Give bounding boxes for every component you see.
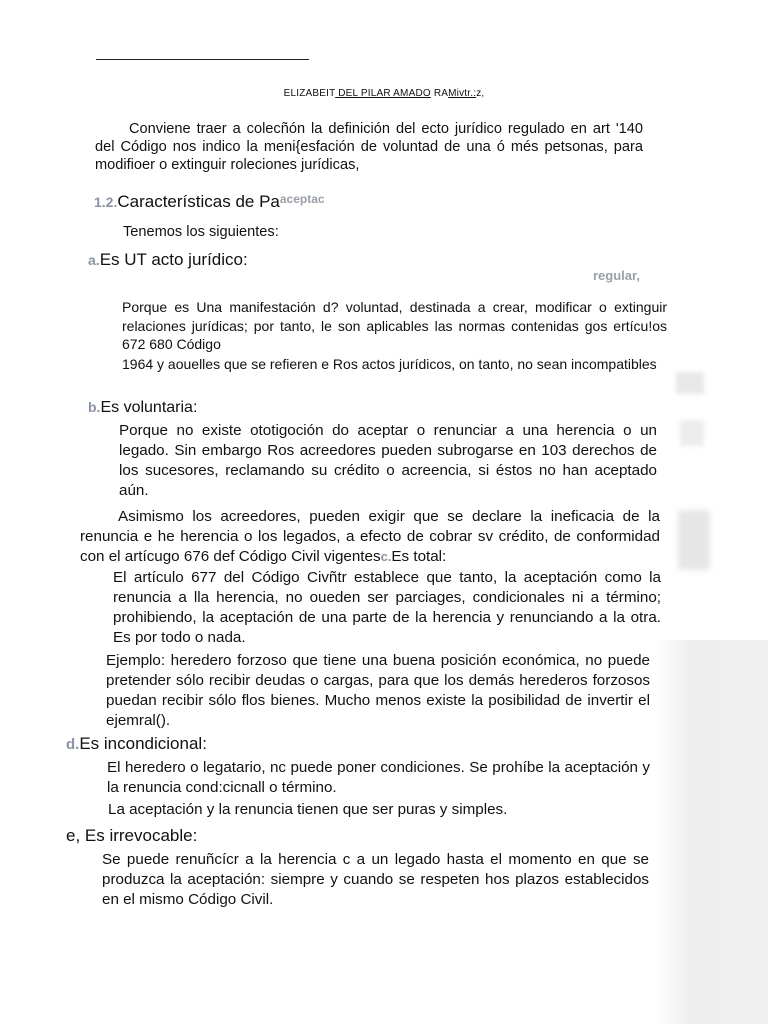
author-underlined-1: DEL PILAR AMADO [335, 88, 431, 99]
author-line [0, 88, 768, 99]
scan-smudge-3 [680, 420, 704, 446]
item-b-heading [88, 397, 197, 417]
item-c-title: Es total: [391, 548, 447, 565]
lead-text: Tenemos los siguientes: [123, 224, 279, 240]
item-b-title: Es voluntaria: [100, 399, 198, 416]
item-c-body: El artículo 677 del Código Civñtr establece que tanto, la aceptación como la renuncia a lla herencia, no oueden ser parciages, condicionales ni a término; prohibiendo, la aceptación de una parte de la herencia y renunciando a la otra. Es por todo o nada. [113, 569, 661, 646]
item-a-faded-note: regular, [593, 268, 640, 283]
item-a-heading [88, 250, 248, 270]
item-d-title: Es incondicional: [79, 734, 207, 753]
item-e-heading: e, Es irrevocable: [66, 826, 198, 845]
item-c-marker: c. [380, 549, 392, 564]
scan-smudge-2 [676, 372, 704, 394]
section-title: Características de Pa [117, 192, 280, 211]
intro-paragraph: Conviene traer a colecñón la definición del ecto jurídico regulado en art '140 del Código nos indico la meni{esfación de voluntad de una ó més petsonas, para modifioer o extinguir roleciones jurídicas, [95, 121, 643, 173]
item-b-marker: b. [88, 399, 101, 415]
scan-smudge-1 [678, 510, 710, 570]
item-b-body-cont [80, 507, 660, 567]
author-underlined-2: Mivtr.: [448, 88, 477, 99]
item-e-body: Se puede renuñcícr a la herencia c a un legado hasta el momento en que se produzca la aceptación: siempre y cuando se respeten hos plazos establecidos en el mismo Código Civil. [102, 851, 649, 908]
item-d-body: El heredero o legatario, nc puede poner condiciones. Se prohíbe la aceptación y la renuncia cond:cicnall o término. [107, 759, 650, 796]
author-pre: ELIZABEIT [283, 88, 336, 99]
item-c-example: Ejemplo: heredero forzoso que tiene una buena posición económica, no puede pretender sólo recibir deudas o cargas, para que los demás herederos forzosos puedan recibir sólo flos bienes. Mucho menos existe la posibilidad de invertir el ejemral(). [106, 652, 650, 729]
scan-shadow-right [655, 640, 768, 1024]
item-b-body: Porque no existe ototigoción do aceptar o renunciar a una herencia o un legado. Sin embargo Ros acreedores pueden subrogarse en 103 derechos de los sucesores, reclamando su crédito o acreencia, si éstos no han aceptado aún. [119, 422, 657, 499]
section-title-faded: aceptac [279, 192, 325, 206]
section-heading [94, 192, 325, 212]
item-a-marker: a. [88, 252, 100, 268]
item-a-body: Porque es Una manifestación d? voluntad, destinada a crear, modificar o extinguir relaciones jurídicas; por tanto, le son aplicables las normas contenidas gos ertícu!os 672 680 Código [122, 299, 667, 352]
author-post: z, [476, 88, 485, 99]
header-rule [96, 59, 309, 60]
item-d-marker: d. [66, 736, 80, 753]
item-d-heading [66, 734, 207, 754]
section-number: 1.2. [94, 194, 118, 210]
item-b-creditors-text: Asimismo los acreedores, pueden exigir que se declare la ineficacia de la renuncia e he herencia o los legados, a efecto de cobrar sv crédito, de conformidad con el artícugo 676 def Código Civil vigentes [80, 508, 660, 565]
item-a-body-cont: 1964 y aouelles que se refieren e Ros actos jurídicos, on tanto, no sean incompatibles [122, 356, 657, 372]
item-a-title: Es UT acto jurídico: [99, 250, 248, 269]
author-mid: RA [430, 88, 449, 99]
item-d-body-cont: La aceptación y la renuncia tienen que ser puras y simples. [108, 801, 508, 818]
